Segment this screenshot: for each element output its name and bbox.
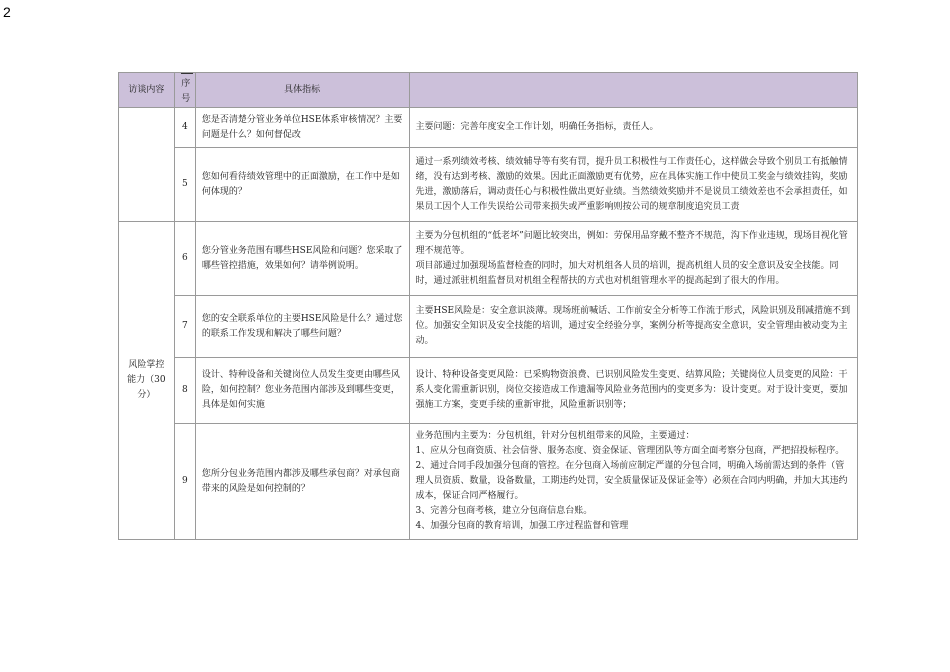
answer-cell [409,296,857,358]
category-cell-risk: 风险掌控能力（30分） [119,222,175,540]
answer-line: 通过一系列绩效考核、绩效辅导等有奖有罚，提升员工积极性与工作责任心，这样做会导致个别员工有抵触情绪，没有达到考核、激励的效果。因此正面激励更有优势，应在具体实施工作中使员工奖金与绩效挂钩，奖励先进，激励落后，调动责任心与积极性做出更好业绩。当然绩效奖励并不是说员工绩效差也不会承担责任，如果员工因个人工作失误给公司带来损失或严重影响则按公司的规章制度追究员工责 [415,156,848,212]
answer-cell [409,222,857,296]
answer-line: 设计、特种设备变更风险：已采购物资浪费、已识别风险发生变更、结算风险；关键岗位人员变更的风险：干系人变化需重新识别，岗位交接造成工作遗漏等风险业务范围内的变更多为：设计变更。对于设计变更，要加强施工方案，变更手续的重新审批，风险重新识别等； [415,370,848,410]
row-number: 5 [174,148,195,222]
answer-line: 主要问题：完善年度安全工作计划，明确任务指标，责任人。 [415,122,659,132]
interview-table [118,72,858,540]
question-cell: 您的安全联系单位的主要HSE风险是什么？通过您的联系工作发现和解决了哪些问题？ [195,296,409,358]
table-row [119,222,858,296]
answer-line: 主要为分包机组的“低老坏”问题比较突出，例如：劳保用品穿戴不整齐不规范，沟下作业违规，现场目视化管理不规范等。 [415,230,848,256]
table-row [119,296,858,358]
question-cell: 您是否清楚分管业务单位HSE体系审核情况？主要问题是什么？如何督促改 [195,108,409,148]
answer-line: 1、应从分包商资质、社会信誉、服务态度、资金保证、管理团队等方面全面考察分包商，严把招投标程序。 [415,446,845,456]
table-row [119,358,858,424]
answer-line: 主要HSE风险是：安全意识淡薄。现场班前喊话、工作前安全分析等工作流于形式，风险识别及削减措施不到位。加强安全知识及安全技能的培训，通过安全经验分享，案例分析等提高安全意识，安全管理由被动变为主动。 [415,306,851,346]
question-cell: 您所分包业务范围内都涉及哪些承包商？对承包商带来的风险是如何控制的？ [195,424,409,540]
header-indicator: 具体指标 [195,73,409,108]
question-cell: 您如何看待绩效管理中的正面激励，在工作中是如何体现的？ [195,148,409,222]
row-number: 8 [174,358,195,424]
row-number: 7 [174,296,195,358]
table-row [119,424,858,540]
header-answer [409,73,857,108]
table-row [119,148,858,222]
row-number: 9 [174,424,195,540]
header-content: 访谈内容 [119,73,175,108]
answer-line: 2、通过合同手段加强分包商的管控。在分包商入场前应制定严谨的分包合同，明确入场前需达到的条件（管理人员资质、数量，设备数量，工期违约处罚，安全质量保证及保证金等）必须在合同内明确，并加大其违约成本，保证合同严格履行。 [415,461,848,501]
header-seq-label: 序号 [181,79,191,104]
answer-line: 3、完善分包商考核，建立分包商信息台账。 [415,506,593,516]
answer-cell [409,424,857,540]
answer-line: 4、加强分包商的教育培训，加强工序过程监督和管理 [415,521,629,531]
answer-cell [409,358,857,424]
answer-line: 业务范围内主要为：分包机组，针对分包机组带来的风险，主要通过： [415,431,695,441]
answer-cell [409,148,857,222]
table-header-row [119,73,858,108]
category-cell-empty [119,108,175,222]
header-seq-mark [181,73,193,76]
question-cell: 您分管业务范围有哪些HSE风险和问题？您采取了哪些管控措施，效果如何？请举例说明。 [195,222,409,296]
answer-line: 项目部通过加强现场监督检查的同时，加大对机组各人员的培训，提高机组人员的安全意识及安全技能。同时，通过派驻机组监督员对机组全程帮扶的方式也对机组管理水平的提高起到了很大的作用。 [415,260,839,286]
table-row [119,108,858,148]
header-seq [174,73,195,108]
row-number: 4 [174,108,195,148]
page-number: 2 [3,4,11,20]
question-cell: 设计、特种设备和关键岗位人员发生变更由哪些风险，如何控制？您业务范围内部涉及到哪些变更，具体是如何实施 [195,358,409,424]
row-number: 6 [174,222,195,296]
answer-cell [409,108,857,148]
